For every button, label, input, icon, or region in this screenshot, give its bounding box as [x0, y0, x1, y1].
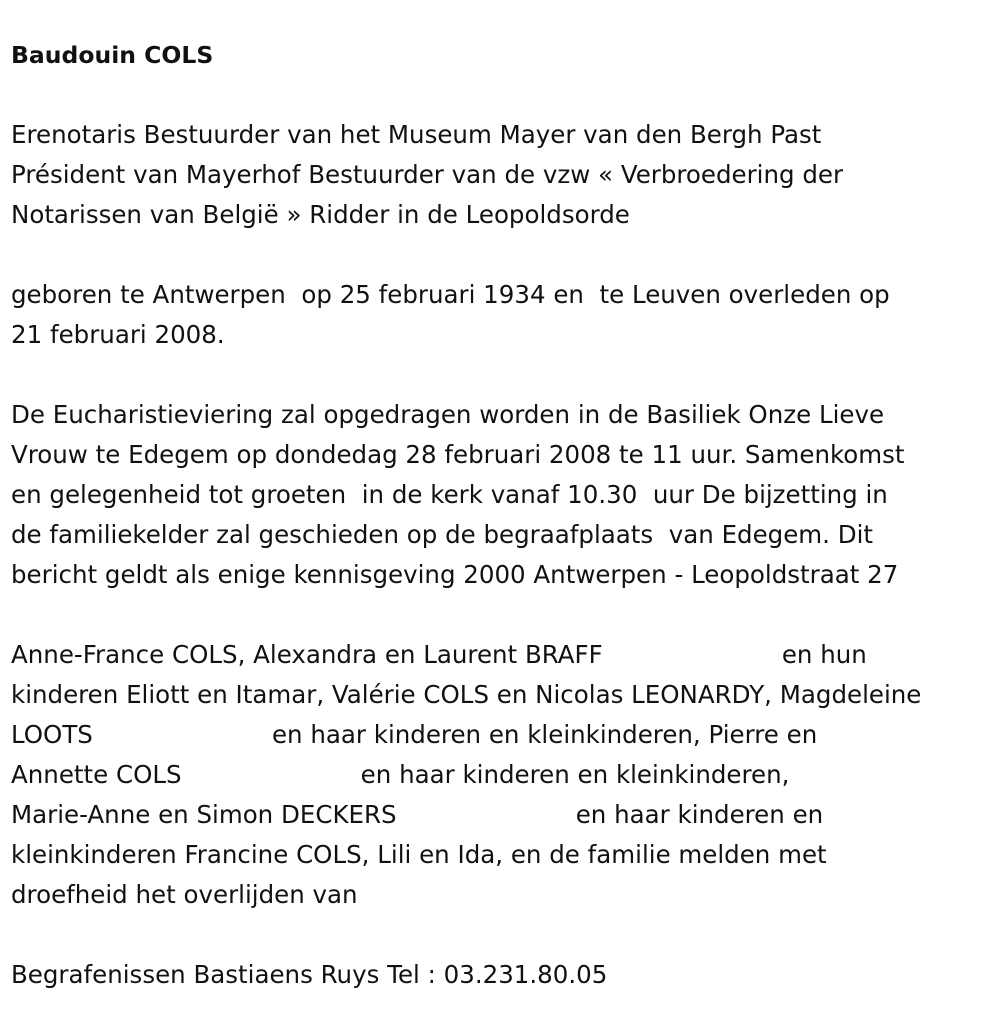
text-line: Notarissen van België » Ridder in de Leopoldsorde — [11, 200, 630, 229]
text-line: kleinkinderen Francine COLS, Lili en Ida, en de familie melden met — [11, 840, 827, 869]
text-line: Anne-France COLS, Alexandra en Laurent BRAFF en hun — [11, 640, 867, 669]
funeral-home-line: Begrafenissen Bastiaens Ruys Tel : 03.231.80.05 — [11, 960, 608, 989]
text-line: bericht geldt als enige kennisgeving 2000 Antwerpen - Leopoldstraat 27 — [11, 560, 899, 589]
text-line: Président van Mayerhof Bestuurder van de vzw « Verbroedering der — [11, 160, 844, 189]
text-line: kinderen Eliott en Itamar, Valérie COLS en Nicolas LEONARDY, Magdeleine — [11, 680, 922, 709]
text-line: Erenotaris Bestuurder van het Museum Mayer van den Bergh Past — [11, 120, 822, 149]
text-line: 21 februari 2008. — [11, 320, 225, 349]
text-line: Marie-Anne en Simon DECKERS en haar kinderen en — [11, 800, 824, 829]
text-line: De Eucharistieviering zal opgedragen worden in de Basiliek Onze Lieve — [11, 400, 885, 429]
text-line: Vrouw te Edegem op dondedag 28 februari 2008 te 11 uur. Samenkomst — [11, 440, 905, 469]
text-line: de familiekelder zal geschieden op de begraafplaats van Edegem. Dit — [11, 520, 874, 549]
text-line: en gelegenheid tot groeten in de kerk vanaf 10.30 uur De bijzetting in — [11, 480, 888, 509]
text-line: Annette COLS en haar kinderen en kleinkinderen, — [11, 760, 790, 789]
deceased-name: Baudouin COLS — [11, 41, 214, 69]
text-line: geboren te Antwerpen op 25 februari 1934 en te Leuven overleden op — [11, 280, 890, 309]
text-line: droefheid het overlijden van — [11, 880, 358, 909]
text-line: LOOTS en haar kinderen en kleinkinderen, Pierre en — [11, 720, 818, 749]
